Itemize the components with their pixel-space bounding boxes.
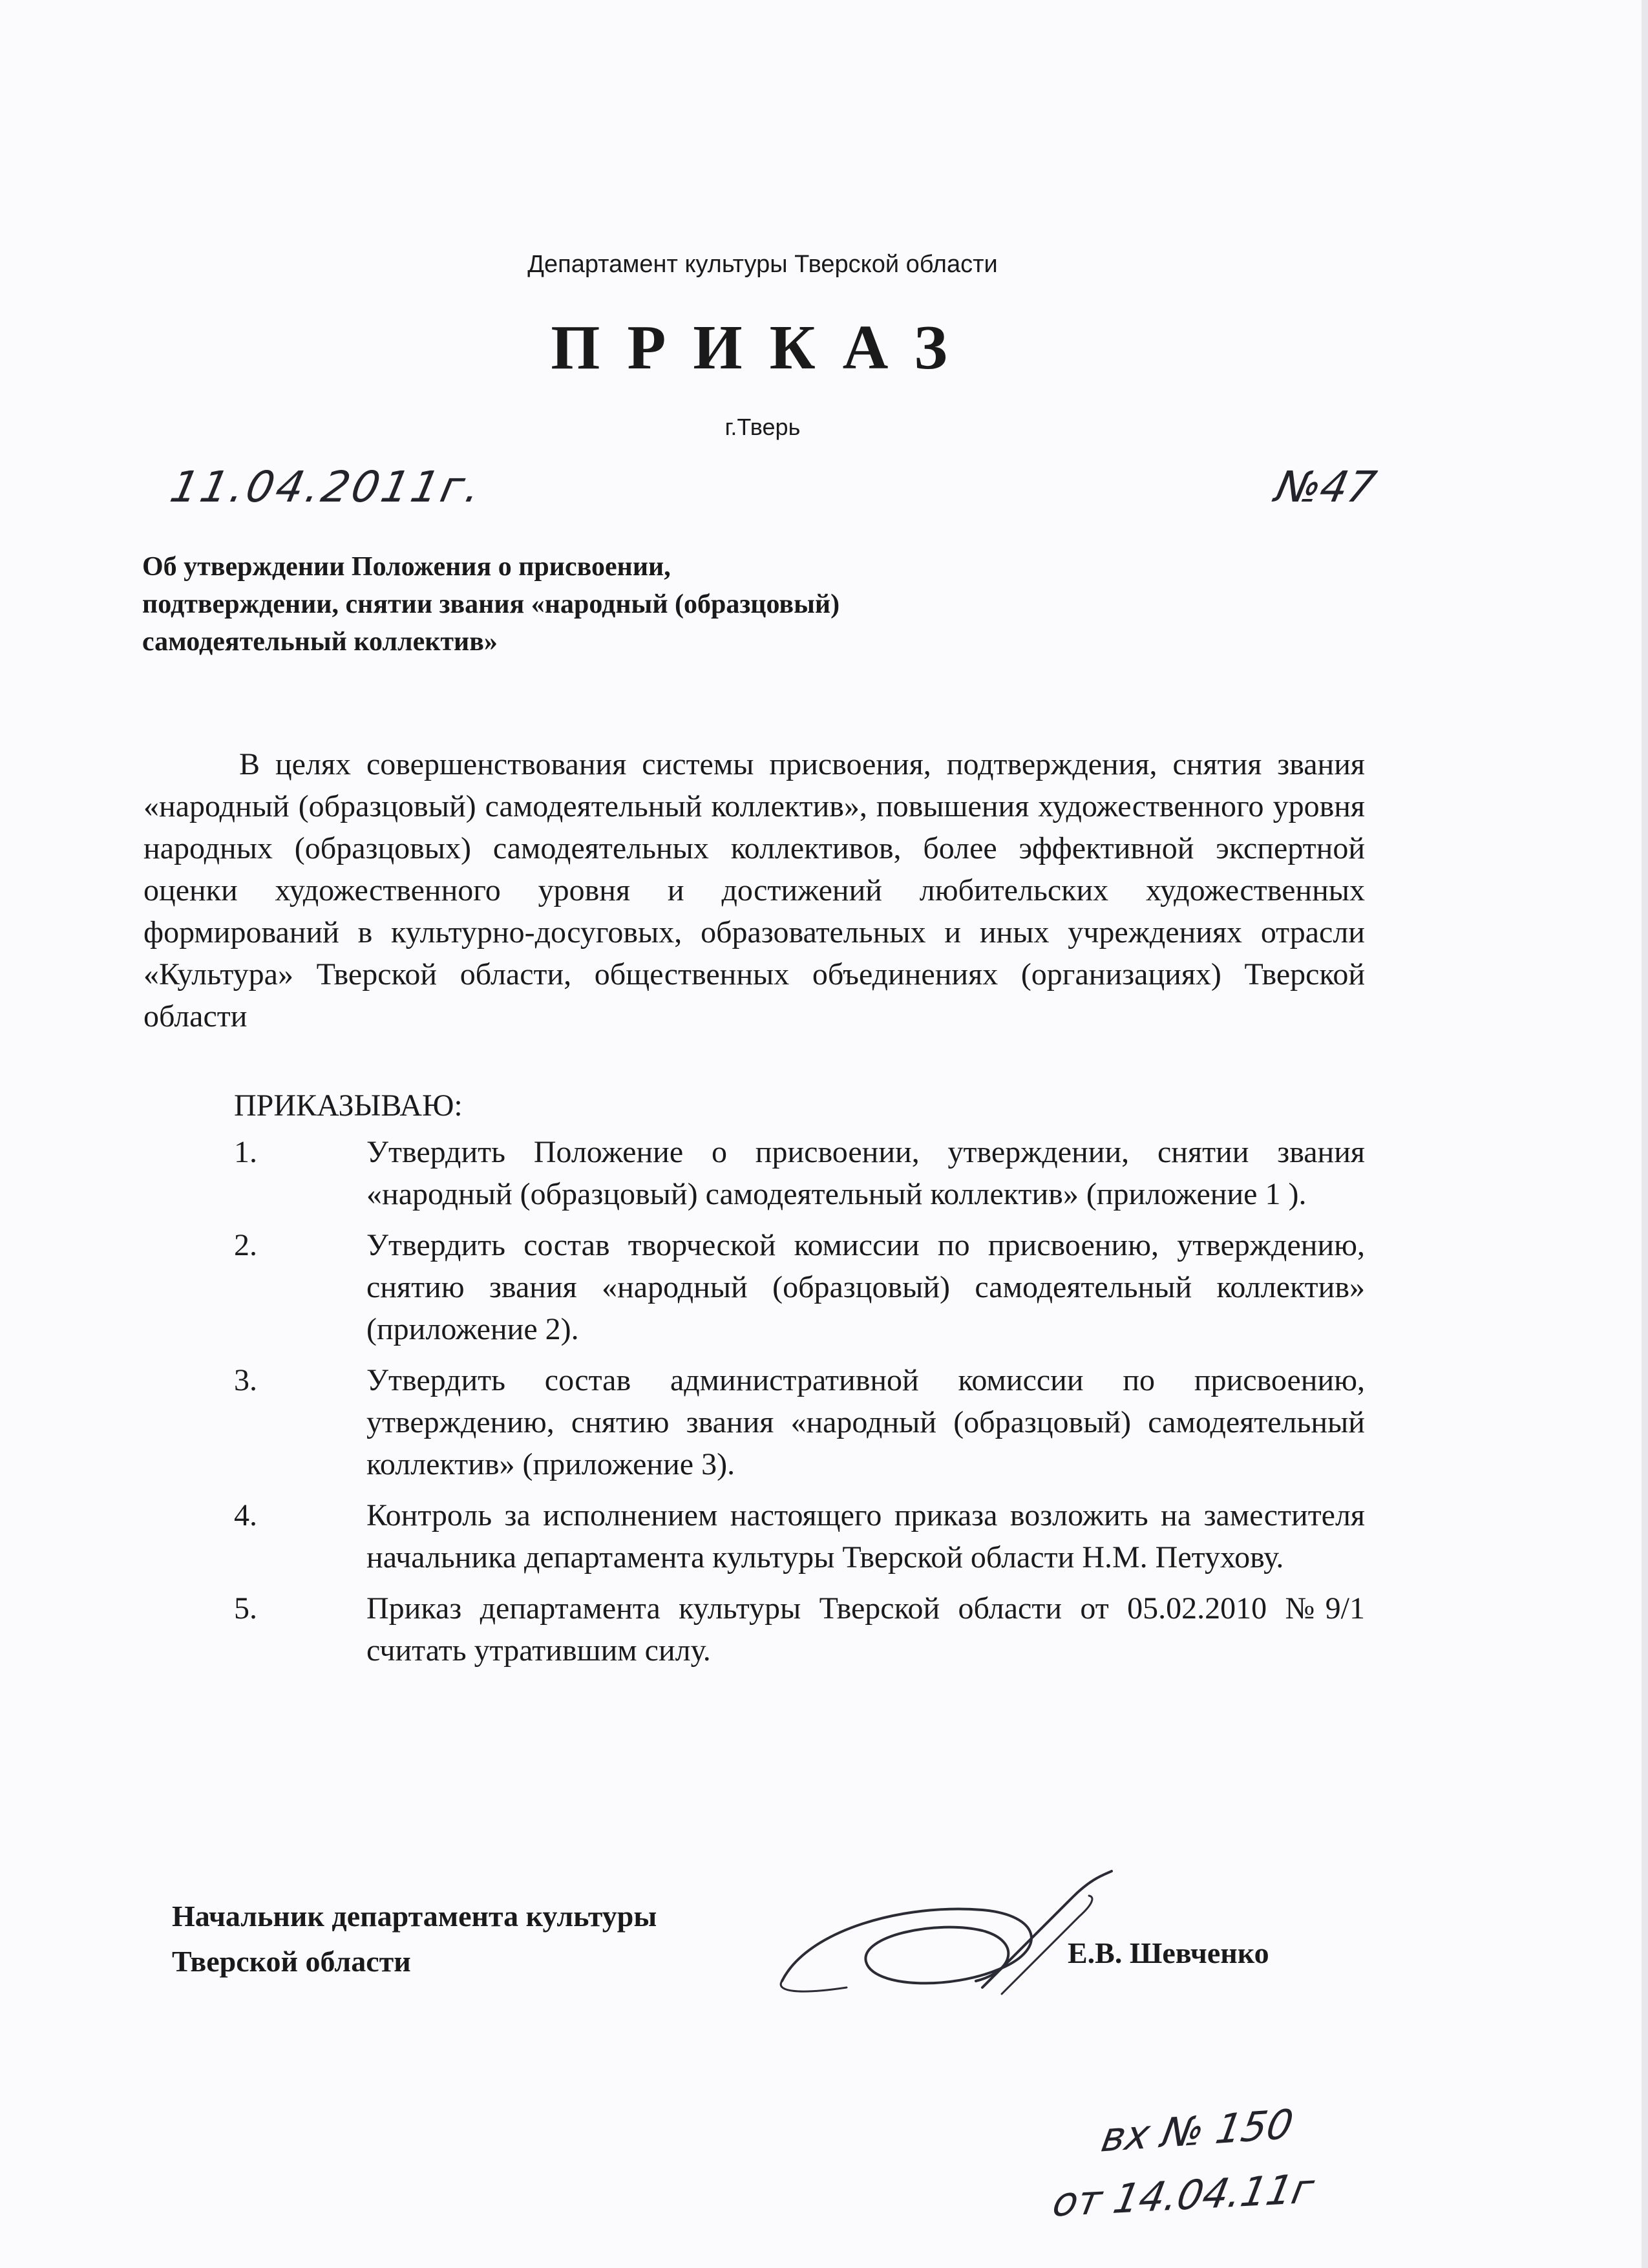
subject-line-2: подтверждении, снятии звания «народный (образцовый) xyxy=(142,589,840,619)
subject-line-1: Об утверждении Положения о присвоении, xyxy=(142,552,671,582)
incoming-registration-number: вх № 150 xyxy=(1097,2100,1297,2161)
incoming-registration-date: от 14.04.11г xyxy=(1049,2165,1318,2226)
handwritten-order-number: №47 xyxy=(1271,462,1380,512)
order-item-text: Утвердить Положение о присвоении, утверждении, снятии звания «народный (образцовый) самодеятельный коллектив» (приложение 1 ). xyxy=(366,1135,1365,1211)
order-item-text: Приказ департамента культуры Тверской области от 05.02.2010 №9/1 считать утратившим силу. xyxy=(366,1591,1365,1668)
signatory-position-line-1: Начальник департамента культуры xyxy=(172,1900,657,1933)
handwritten-date: 11.04.2011г. xyxy=(165,462,488,512)
order-item xyxy=(143,1359,1365,1485)
order-item-number: 5. xyxy=(234,1591,257,1626)
order-item-text: Утвердить состав творческой комиссии по присвоению, утверждению, снятию звания «народный (образцовый) самодеятельный коллектив» (приложение 2). xyxy=(366,1228,1365,1346)
order-items-list xyxy=(143,1131,1365,1671)
order-subject xyxy=(142,548,1047,661)
signatory-name: Е.В. Шевченко xyxy=(1068,1936,1269,1969)
order-item xyxy=(143,1587,1365,1671)
department-name: Департамент культуры Тверской области xyxy=(527,251,998,278)
order-item-number: 3. xyxy=(234,1363,257,1397)
order-item-text: Утвердить состав административной комиссии по присвоению, утверждению, снятию звания «народный (образцовый) самодеятельный коллектив» (приложение 3). xyxy=(366,1363,1365,1481)
signatory-position xyxy=(172,1894,657,1984)
order-item-number: 1. xyxy=(234,1135,257,1169)
signatory-position-line-2: Тверской области xyxy=(172,1945,411,1978)
order-item-number: 4. xyxy=(234,1498,257,1532)
order-item xyxy=(143,1494,1365,1578)
document-title: ПРИКАЗ xyxy=(551,313,975,383)
page-edge xyxy=(1642,0,1648,2268)
preamble-paragraph: В целях совершенствования системы присвоения, подтверждения, снятия звания «народный (образцовый) самодеятельный коллектив», повышения художественного уровня народных (образцовых) самодеятельных коллективов, более эффективной экспертной оценки художественного уровня и достижений любительских художественных формирований в культурно-досуговых, образовательных и иных учреждениях отрасли «Культура» Тверской области, общественных объединениях (организациях) Тверской области xyxy=(143,747,1365,1033)
document-city: г.Тверь xyxy=(724,414,801,440)
order-item xyxy=(143,1224,1365,1350)
order-item xyxy=(143,1131,1365,1215)
order-word: ПРИКАЗЫВАЮ: xyxy=(234,1088,463,1123)
order-item-text: Контроль за исполнением настоящего приказа возложить на заместителя начальника департамента культуры Тверской области Н.М. Петухову. xyxy=(366,1498,1365,1574)
order-item-number: 2. xyxy=(234,1228,257,1262)
subject-line-3: самодеятельный коллектив» xyxy=(142,627,498,657)
